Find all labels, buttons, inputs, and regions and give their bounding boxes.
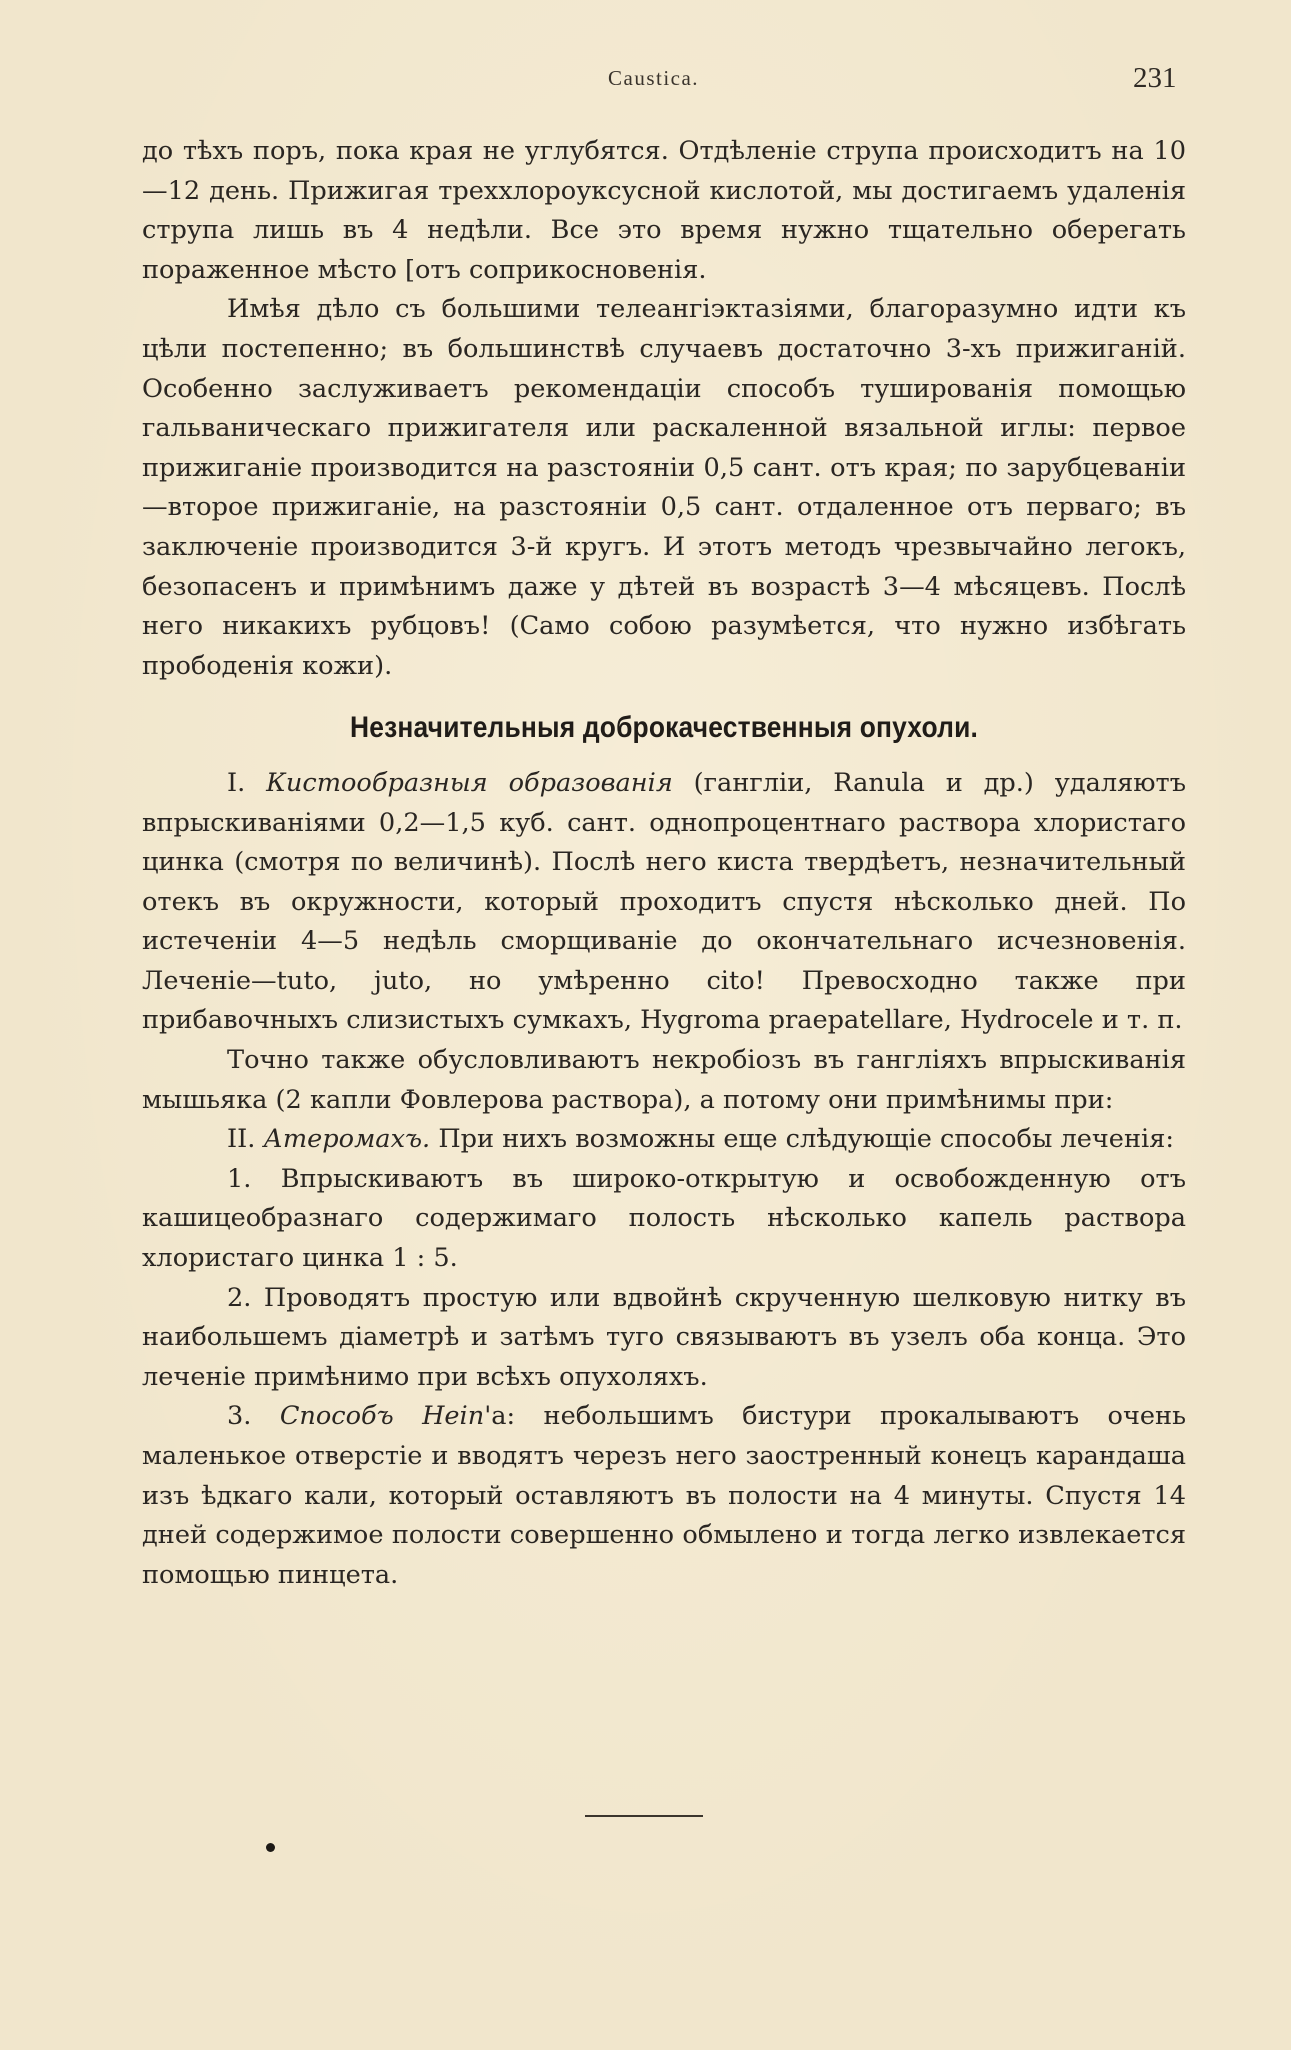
list-item-1: 1. Впрыскиваютъ въ широко-открытую и освобожденную отъ кашицеобразнаго содержимаго полость нѣсколько капель раствора хлористаго цинка 1 : 5. <box>142 1163 1186 1274</box>
item-number: II. <box>227 1124 264 1155</box>
item-number: 3. <box>227 1401 280 1432</box>
item-number: I. <box>227 767 267 798</box>
end-rule <box>585 1815 703 1817</box>
ink-spot <box>266 1843 275 1852</box>
section-heading: Незначительныя доброкачественныя опухоли. <box>349 711 979 745</box>
item-title: Кистообразныя образованія <box>266 767 673 798</box>
item-title: Способъ Hein <box>279 1401 485 1432</box>
paragraph-cysts <box>142 764 1186 1041</box>
list-item-3 <box>142 1397 1186 1595</box>
page-number: 231 <box>1133 62 1177 94</box>
item-text: (гангліи, Ranula и др.) удаляютъ впрыскиваніями 0,2—1,5 куб. сант. однопроцентнаго раствора хлористаго цинка (смотря по величинѣ). Послѣ него киста твердѣетъ, незначительный отекъ въ окружности, который проходитъ спустя нѣсколько дней. По истеченіи 4—5 недѣль сморщиваніе до окончательнаго исчезновенія. Леченіе—tuto, juto, но умѣренно cito! Превосходно также при прибавочныхъ слизистыхъ сумкахъ, Hygroma praepatellare, Hydrocele и т. п. <box>142 767 1186 1036</box>
item-title: Атеромахъ. <box>263 1124 431 1155</box>
list-item-2: 2. Проводятъ простую или вдвойнѣ скрученную шелковую нитку въ наибольшемъ діаметрѣ и затѣмъ туго связываютъ въ узелъ оба конца. Это леченіе примѣнимо при всѣхъ опухоляхъ. <box>142 1282 1186 1392</box>
running-title: Caustica. <box>608 66 700 90</box>
paragraph-arsenic: Точно также обусловливаютъ некробіозъ въ гангліяхъ впрыскиванія мышьяка (2 капли Фовлерова раствора), а потому они примѣнимы при: <box>142 1045 1186 1115</box>
paragraph-atheroma <box>142 1120 1186 1160</box>
item-text: При нихъ возможны еще слѣдующіе способы леченія: <box>430 1124 1174 1155</box>
paragraph-continuation: до тѣхъ поръ, пока края не углубятся. Отдѣленіе струпа происходитъ на 10—12 день. Прижигая треххлороуксусной кислотой, мы достигаемъ удаленія струпа лишь въ 4 недѣли. Все это время нужно тщательно оберегать пораженное мѣсто [отъ соприкосновенія. <box>142 136 1186 285</box>
paragraph-telangiectasia: Имѣя дѣло съ большими телеангіэктазіями, благоразумно идти къ цѣли постепенно; въ большинствѣ случаевъ достаточно 3-хъ прижиганій. Особенно заслуживаетъ рекомендаціи способъ тушированія помощью гальваническаго прижигателя или раскаленной вязальной иглы: первое прижиганіе производится на разстояніи 0,5 сант. отъ края; по зарубцеваніи—второе прижиганіе, на разстояніи 0,5 сант. отдаленное отъ перваго; въ заключеніе производится 3-й кругъ. И этотъ методъ чрезвычайно легокъ, безопасенъ и примѣнимъ даже у дѣтей въ возрастѣ 3—4 мѣсяцевъ. Послѣ него никакихъ рубцовъ! (Само собою разумѣется, что нужно избѣгать прободенія кожи). <box>142 294 1186 681</box>
body-text <box>142 132 1186 1595</box>
item-text: 'а: небольшимъ бистури прокалываютъ очень маленькое отверстіе и вводятъ черезъ него заостренный конецъ карандаша изъ ѣдкаго кали, который оставляютъ въ полости на 4 минуты. Спустя 14 дней содержимое полости совершенно обмылено и тогда легко извлекается помощью пинцета. <box>142 1401 1186 1590</box>
